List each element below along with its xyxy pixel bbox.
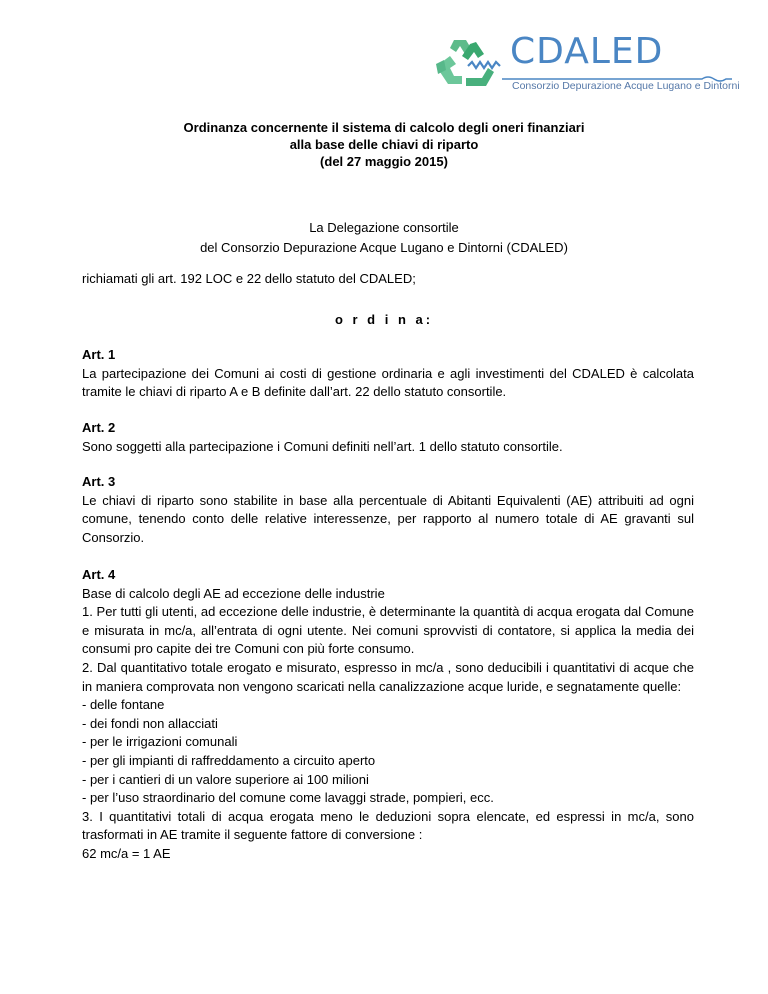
article-paragraph-1: 1. Per tutti gli utenti, ad eccezione delle industrie, è determinante la quantità di acqua erogata dal Comune e misurata in mc/a, all’entrata di ogni utente. Nei comuni sprovvisti di contatore, si applica la media dei consumi pro capite dei tre Comuni con più forte consumo. [82, 604, 694, 657]
list-item: - per le irrigazioni comunali [82, 734, 238, 750]
list-item: - per i cantieri di un valore superiore ai 100 milioni [82, 771, 369, 787]
issuer-line-1: La Delegazione consortile [309, 220, 459, 235]
article-text: Sono soggetti alla partecipazione i Comuni definiti nell’art. 1 dello statuto consortile. [82, 438, 563, 454]
issuer-line-2: del Consorzio Depurazione Acque Lugano e Dintorni (CDALED) [200, 240, 568, 255]
article-title: Art. 3 [82, 474, 116, 489]
article-paragraph-3: 3. I quantitativi totali di acqua erogata meno le deduzioni sopra elencate, ed espressi in mc/a, sono trasformati in AE tramite il seguente fattore di conversione : [82, 808, 694, 843]
logo-tagline: Consorzio Depurazione Acque Lugano e Dintorni [512, 80, 740, 92]
article-paragraph-2: 2. Dal quantitativo totale erogato e misurato, espresso in mc/a , sono deducibili i quantitativi di acque che in maniera comprovata non vengono scaricati nella canalizzazione acque luride, e segnatamente quelle: [82, 659, 694, 694]
cdaled-logo [432, 30, 740, 100]
article-4 [82, 566, 694, 864]
ordina-heading: o r d i n a: [334, 312, 434, 327]
article-text: Le chiavi di riparto sono stabilite in base alla percentuale di Abitanti Equivalenti (AE) attribuiti ad ogni comune, tenendo conto delle relative interessenze, per rapporto al numero totale di AE gravanti sul Consorzio. [82, 492, 694, 545]
document-title [0, 119, 768, 170]
title-line-1: Ordinanza concernente il sistema di calcolo degli oneri finanziari [183, 120, 585, 135]
article-subtitle: Base di calcolo degli AE ad eccezione delle industrie [82, 585, 385, 601]
list-item: - dei fondi non allacciati [82, 715, 218, 731]
article-title: Art. 1 [82, 347, 116, 362]
article-2 [82, 419, 694, 456]
article-title: Art. 2 [82, 420, 116, 435]
preamble: richiamati gli art. 192 LOC e 22 dello statuto del CDALED; [82, 271, 416, 286]
issuer [0, 218, 768, 258]
list-item: - delle fontane [82, 697, 165, 713]
list-item: - per l’uso straordinario del comune come lavaggi strade, pompieri, ecc. [82, 790, 494, 806]
article-1 [82, 346, 694, 402]
logo-wordmark: CDALED [510, 31, 664, 72]
recycle-icon [432, 34, 512, 90]
list-item: - per gli impianti di raffreddamento a circuito aperto [82, 752, 376, 768]
article-3 [82, 473, 694, 547]
title-line-2: alla base delle chiavi di riparto [289, 137, 479, 152]
conversion-factor: 62 mc/a = 1 AE [82, 845, 171, 861]
article-text: La partecipazione dei Comuni ai costi di gestione ordinaria e agli investimenti del CDALED è calcolata tramite le chiavi di riparto A e B definite dall’art. 22 dello statuto consortile. [82, 365, 694, 400]
article-title: Art. 4 [82, 567, 116, 582]
title-line-3: (del 27 maggio 2015) [320, 154, 448, 169]
